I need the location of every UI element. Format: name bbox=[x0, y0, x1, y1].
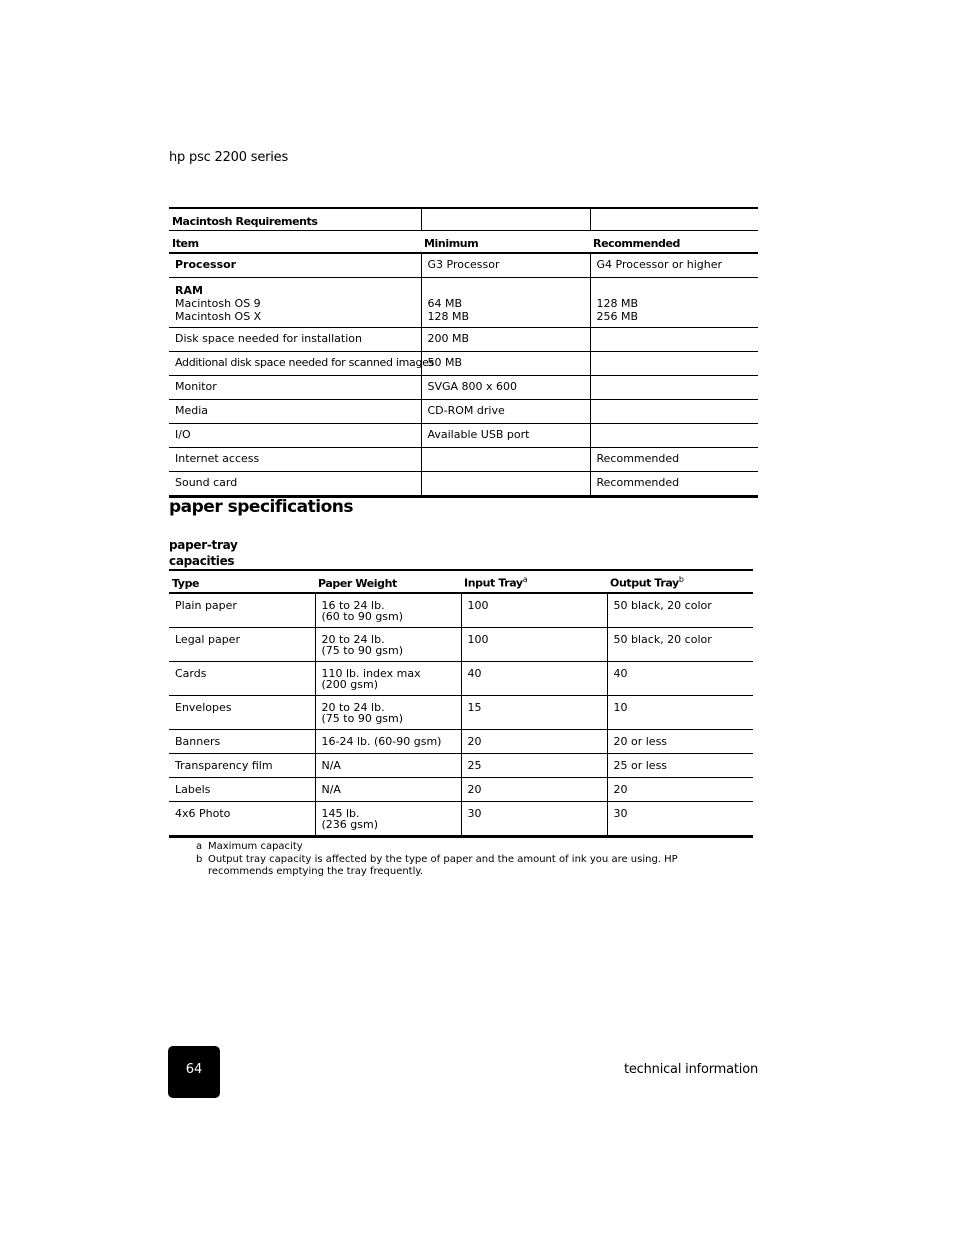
table-row bbox=[169, 593, 753, 628]
table-row bbox=[169, 778, 753, 802]
table-row bbox=[169, 278, 758, 328]
type-cell: Envelopes bbox=[169, 696, 315, 730]
ram-value: 128 MB bbox=[596, 297, 639, 310]
input-cell: 15 bbox=[461, 696, 607, 730]
mac-requirements-table bbox=[169, 207, 758, 498]
input-cell: 20 bbox=[461, 778, 607, 802]
input-cell: 25 bbox=[461, 754, 607, 778]
output-cell: 20 bbox=[607, 778, 753, 802]
column-header: Input Tray$^a$ bbox=[461, 570, 607, 593]
input-cell: 100 bbox=[461, 628, 607, 662]
weight-cell: 16 to 24 lb. (60 to 90 gsm) bbox=[315, 593, 461, 628]
type-cell: Labels bbox=[169, 778, 315, 802]
output-cell: 25 or less bbox=[607, 754, 753, 778]
table-row bbox=[169, 253, 758, 278]
footnote bbox=[196, 841, 736, 854]
output-cell: 10 bbox=[607, 696, 753, 730]
output-cell: 50 black, 20 color bbox=[607, 628, 753, 662]
recommended-cell bbox=[590, 376, 758, 400]
input-cell: 40 bbox=[461, 662, 607, 696]
footnote-mark: a bbox=[196, 841, 203, 852]
item-cell: Internet access bbox=[169, 448, 421, 472]
type-cell: 4x6 Photo bbox=[169, 802, 315, 837]
item-cell: Disk space needed for installation bbox=[169, 328, 421, 352]
type-cell: Legal paper bbox=[169, 628, 315, 662]
recommended-cell: Recommended bbox=[590, 448, 758, 472]
input-cell: 30 bbox=[461, 802, 607, 837]
item-cell: Monitor bbox=[169, 376, 421, 400]
footnotes bbox=[196, 841, 736, 879]
minimum-cell: 50 MB bbox=[421, 352, 590, 376]
minimum-cell bbox=[421, 472, 590, 497]
table-row bbox=[169, 628, 753, 662]
column-header-row bbox=[169, 570, 753, 593]
recommended-cell bbox=[590, 400, 758, 424]
minimum-cell: SVGA 800 x 600 bbox=[421, 376, 590, 400]
ram-value: 256 MB bbox=[596, 310, 639, 323]
weight-cell: N/A bbox=[315, 754, 461, 778]
os-label: Macintosh OS 9 bbox=[175, 297, 261, 310]
item-cell: Additional disk space needed for scanned images bbox=[169, 352, 421, 376]
footnote-text: Output tray capacity is affected by the type of paper and the amount of ink you are using. HP recommends emptying the tray frequently. bbox=[208, 853, 678, 877]
type-cell: Plain paper bbox=[169, 593, 315, 628]
subsection-title: paper-tray capacities bbox=[169, 538, 238, 568]
table-row bbox=[169, 802, 753, 837]
item-cell: I/O bbox=[169, 424, 421, 448]
table-row bbox=[169, 424, 758, 448]
section-title: paper specifications bbox=[169, 497, 353, 517]
ram-value: 64 MB bbox=[427, 297, 463, 310]
recommended-cell bbox=[590, 424, 758, 448]
minimum-cell bbox=[421, 278, 590, 328]
weight-cell: 110 lb. index max (200 gsm) bbox=[315, 662, 461, 696]
recommended-cell bbox=[590, 278, 758, 328]
minimum-cell: Available USB port bbox=[421, 424, 590, 448]
item-cell: Sound card bbox=[169, 472, 421, 497]
os-label: Macintosh OS X bbox=[175, 310, 262, 323]
weight-cell: 20 to 24 lb. (75 to 90 gsm) bbox=[315, 628, 461, 662]
recommended-cell: G4 Processor or higher bbox=[590, 253, 758, 278]
item-cell: Processor bbox=[169, 253, 421, 278]
table-row bbox=[169, 400, 758, 424]
column-header: Paper Weight bbox=[315, 570, 461, 593]
paper-tray-table bbox=[169, 569, 753, 838]
table-row bbox=[169, 662, 753, 696]
table-row bbox=[169, 448, 758, 472]
output-cell: 30 bbox=[607, 802, 753, 837]
column-header: Recommended bbox=[590, 231, 758, 254]
footnote-ref: b bbox=[678, 575, 684, 585]
running-head: hp psc 2200 series bbox=[169, 150, 289, 165]
minimum-cell: G3 Processor bbox=[421, 253, 590, 278]
table-row bbox=[169, 376, 758, 400]
input-cell: 20 bbox=[461, 730, 607, 754]
weight-cell: N/A bbox=[315, 778, 461, 802]
footer-section-label: technical information bbox=[623, 1062, 758, 1077]
ram-value: 128 MB bbox=[427, 310, 470, 323]
table-row bbox=[169, 754, 753, 778]
recommended-cell: Recommended bbox=[590, 472, 758, 497]
table-row bbox=[169, 696, 753, 730]
column-header: Output Tray$^b$ bbox=[607, 570, 753, 593]
input-cell: 100 bbox=[461, 593, 607, 628]
weight-cell: 145 lb. (236 gsm) bbox=[315, 802, 461, 837]
item-cell: Media bbox=[169, 400, 421, 424]
footnote-ref: a bbox=[522, 575, 528, 585]
weight-cell: 20 to 24 lb. (75 to 90 gsm) bbox=[315, 696, 461, 730]
output-cell: 20 or less bbox=[607, 730, 753, 754]
type-cell: Transparency film bbox=[169, 754, 315, 778]
recommended-cell bbox=[590, 328, 758, 352]
minimum-cell: 200 MB bbox=[421, 328, 590, 352]
table-row bbox=[169, 328, 758, 352]
table-row bbox=[169, 730, 753, 754]
minimum-cell: CD-ROM drive bbox=[421, 400, 590, 424]
page-number: 64 bbox=[168, 1046, 220, 1098]
output-cell: 50 black, 20 color bbox=[607, 593, 753, 628]
weight-cell: 16-24 lb. (60-90 gsm) bbox=[315, 730, 461, 754]
footnote-mark: b bbox=[196, 853, 203, 865]
recommended-cell bbox=[590, 352, 758, 376]
type-cell: Banners bbox=[169, 730, 315, 754]
item-cell bbox=[169, 278, 421, 328]
output-cell: 40 bbox=[607, 662, 753, 696]
column-header: Type bbox=[169, 570, 315, 593]
footnote-text: Maximum capacity bbox=[208, 841, 303, 852]
table-row bbox=[169, 472, 758, 497]
type-cell: Cards bbox=[169, 662, 315, 696]
column-header: Minimum bbox=[421, 231, 590, 254]
table-title: Macintosh Requirements bbox=[169, 208, 421, 231]
column-header: Item bbox=[169, 231, 421, 254]
ram-label: RAM bbox=[175, 284, 203, 297]
table-row bbox=[169, 352, 758, 376]
minimum-cell bbox=[421, 448, 590, 472]
column-header-row bbox=[169, 231, 758, 254]
table-title-row bbox=[169, 208, 758, 231]
footnote bbox=[196, 854, 736, 879]
